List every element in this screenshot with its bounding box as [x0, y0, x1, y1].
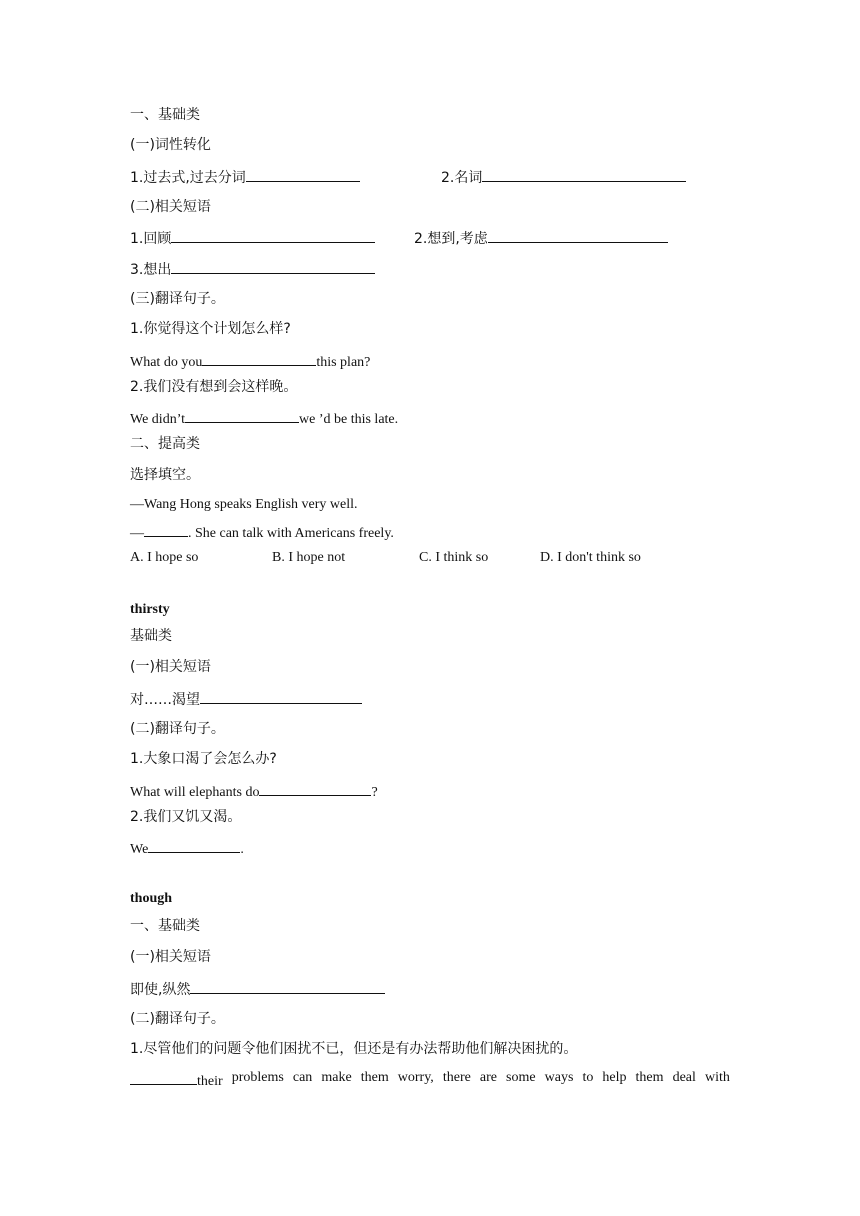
- item-label: 2.想到,考虑: [414, 231, 488, 247]
- section-heading-basic: 一、基础类: [130, 918, 200, 934]
- question-item: [130, 228, 375, 248]
- subheading-translate: (三)翻译句子。: [130, 291, 225, 307]
- answer-blank[interactable]: [190, 979, 385, 994]
- subheading-phrases: (一)相关短语: [130, 949, 211, 965]
- question-prompt: 1.尽管他们的问题令他们困扰不已，但还是有办法帮助他们解决困扰的。: [130, 1041, 578, 1057]
- sentence-text: . She can talk with Americans freely.: [188, 526, 394, 541]
- sentence-word: their: [197, 1074, 223, 1089]
- option-a[interactable]: A. I hope so: [130, 550, 199, 565]
- sentence-word: worry,: [397, 1070, 434, 1085]
- answer-blank[interactable]: [144, 522, 188, 537]
- sentence-text: .: [240, 842, 244, 857]
- item-label: 2.名词: [441, 170, 483, 186]
- question-prompt: 1.大象口渴了会怎么办?: [130, 751, 277, 767]
- answer-blank[interactable]: [246, 167, 360, 182]
- instruction-text: 选择填空。: [130, 467, 200, 483]
- question-prompt: 2.我们没有想到会这样晚。: [130, 379, 298, 395]
- subheading-phrases: (一)相关短语: [130, 659, 211, 675]
- question-item: [441, 167, 686, 187]
- sentence-start: [130, 1070, 223, 1090]
- sentence-text: this plan?: [316, 355, 371, 370]
- subheading-word-forms: (一)词性转化: [130, 137, 211, 153]
- section-heading-basic: 基础类: [130, 628, 172, 644]
- answer-blank[interactable]: [482, 167, 686, 182]
- section-heading-advanced: 二、提高类: [130, 436, 200, 452]
- subheading-translate: (二)翻译句子。: [130, 1011, 225, 1027]
- sentence-word: problems: [231, 1070, 284, 1085]
- sentence-text: We didn’t: [130, 412, 185, 427]
- sentence-text: we ’d be this late.: [299, 412, 399, 427]
- sentence-word: can: [292, 1070, 313, 1085]
- sentence-word: ways: [544, 1070, 574, 1085]
- sentence-word: with: [704, 1070, 730, 1085]
- question-prompt: 2.我们又饥又渴。: [130, 809, 242, 825]
- subheading-phrases: (二)相关短语: [130, 199, 211, 215]
- section-heading-basic: 一、基础类: [130, 107, 200, 123]
- sentence-word: to: [582, 1070, 594, 1085]
- item-label: 1.回顾: [130, 231, 172, 247]
- sentence-text: —: [130, 526, 144, 541]
- dialogue-line: —Wang Hong speaks English very well.: [130, 497, 358, 512]
- sentence-word: there: [442, 1070, 471, 1085]
- sentence-text: We: [130, 842, 149, 857]
- answer-blank[interactable]: [259, 781, 371, 796]
- sentence-word: are: [479, 1070, 497, 1085]
- question-item: [130, 259, 375, 279]
- sentence-text: ?: [371, 785, 378, 800]
- option-d[interactable]: D. I don't think so: [540, 550, 641, 565]
- item-label: 1.过去式,过去分词: [130, 170, 246, 186]
- sentence-word: make: [321, 1070, 352, 1085]
- answer-blank[interactable]: [488, 228, 668, 243]
- answer-blank[interactable]: [148, 838, 240, 853]
- question-item: [130, 979, 385, 999]
- question-sentence: [130, 1070, 730, 1090]
- question-sentence: [130, 408, 398, 429]
- item-label: 即使,纵然: [130, 982, 191, 998]
- sentence-word: help: [602, 1070, 627, 1085]
- sentence-word: deal: [672, 1070, 696, 1085]
- question-sentence: [130, 781, 378, 802]
- sentence-text: What do you: [130, 355, 203, 370]
- option-c[interactable]: C. I think so: [419, 550, 489, 565]
- answer-blank[interactable]: [171, 259, 375, 274]
- answer-blank[interactable]: [130, 1070, 197, 1085]
- question-item: [130, 167, 360, 187]
- sentence-word: them: [360, 1070, 389, 1085]
- item-label: 3.想出: [130, 262, 172, 278]
- item-label: 对……渴望: [130, 692, 200, 708]
- keyword-heading: thirsty: [130, 602, 170, 617]
- answer-blank[interactable]: [202, 351, 316, 366]
- question-prompt: 1.你觉得这个计划怎么样?: [130, 321, 291, 337]
- sentence-word: them: [635, 1070, 664, 1085]
- answer-blank[interactable]: [171, 228, 375, 243]
- subheading-translate: (二)翻译句子。: [130, 721, 225, 737]
- dialogue-line: [130, 522, 394, 543]
- question-item: [130, 689, 362, 709]
- sentence-word: some: [506, 1070, 536, 1085]
- keyword-heading: though: [130, 891, 173, 906]
- question-sentence: [130, 838, 244, 859]
- answer-blank[interactable]: [185, 408, 299, 423]
- sentence-text: What will elephants do: [130, 785, 260, 800]
- question-item: [414, 228, 668, 248]
- question-sentence: [130, 351, 370, 372]
- option-b[interactable]: B. I hope not: [272, 550, 346, 565]
- answer-blank[interactable]: [200, 689, 362, 704]
